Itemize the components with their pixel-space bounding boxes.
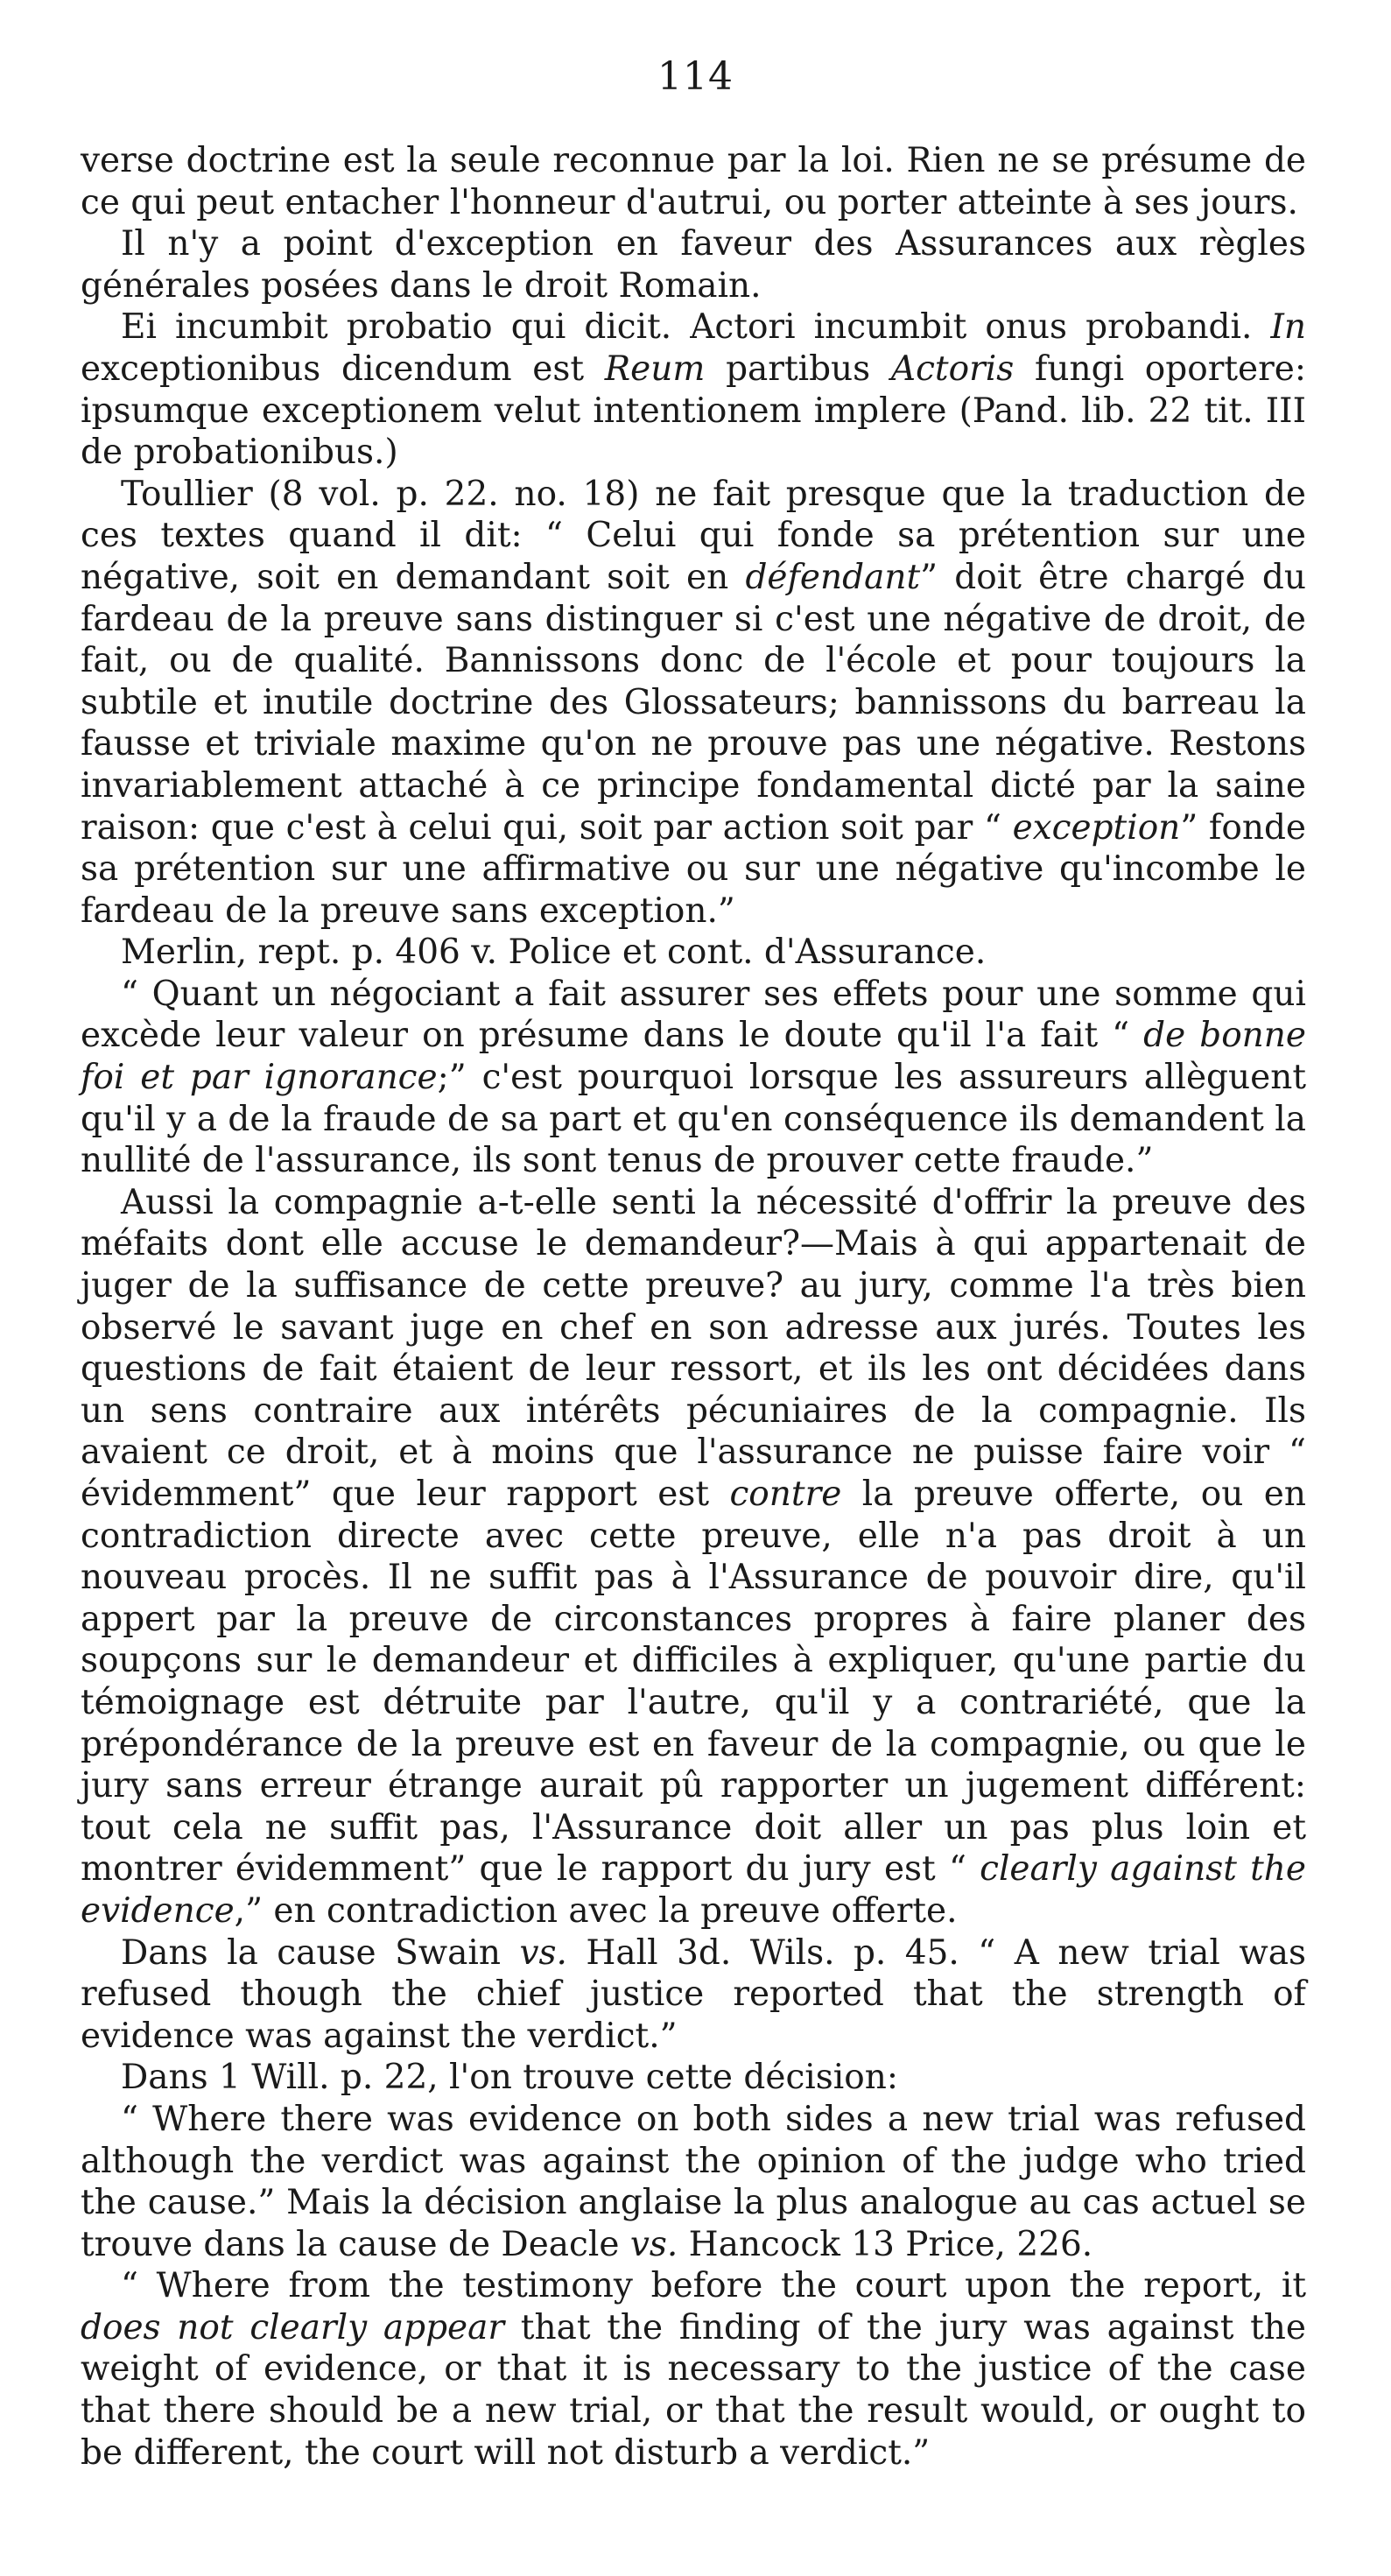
paragraph (81, 223, 1306, 306)
text-run: ” fonde sa prétention sur une affirmative ou sur une négative qu'incombe le fardeau de la preuve sans exception.” (81, 807, 1306, 931)
page-number: 114 (657, 54, 734, 99)
paragraph (81, 932, 1306, 974)
paragraph (81, 2099, 1306, 2265)
text-run: ” doit être chargé du fardeau de la preuve sans distinguer si c'est une négative de droit, de fait, ou de qualité. Bannissons donc de l'école et pour toujours la subtile et inutile doctrine des Glossateurs; bannissons du barreau la fausse et triviale maxime qu'on ne prouve pas une négative. Restons invariablement attaché à ce principe fondamental dicté par la saine raison: que c'est à celui qui, soit par action soit par “ (81, 557, 1306, 848)
text-run: Merlin, rept. p. 406 v. Police et cont. d'Assurance. (121, 933, 987, 973)
text-run: exceptionibus dicendum est (81, 348, 605, 389)
paragraph (81, 2265, 1306, 2474)
italic-run: Actoris (890, 348, 1015, 389)
italic-run: does not clearly appear (81, 2307, 505, 2347)
paragraph (81, 1932, 1306, 2058)
italic-run: clearly against the evidence (81, 1849, 1306, 1931)
italic-run: contre (729, 1475, 842, 1514)
italic-run: défendant (745, 557, 921, 597)
text-run: “ Where there was evidence on both sides a new trial was refused although the verdict was against the opinion of the judge who tried the cause.” Mais la décision anglaise la plus analogue au cas actuel se trouve dans la cause de Deacle (81, 2099, 1306, 2264)
text-run: ,” en contradiction avec la preuve offerte. (234, 1890, 958, 1931)
paragraph (81, 474, 1306, 933)
text-run: partibus (705, 348, 891, 389)
paragraph (81, 2057, 1306, 2099)
paragraph (81, 140, 1306, 223)
italic-run: vs. (629, 2224, 678, 2264)
italic-run: In (1270, 307, 1306, 348)
text-run: “ Where from the testimony before the court upon the report, it (121, 2266, 1306, 2306)
italic-run: vs. (519, 1932, 567, 1973)
text-run: Il n'y a point d'exception en faveur des Assurances aux règles générales posées dans le droit Romain. (81, 224, 1306, 306)
text-run: Hall 3d. Wils. p. 45. “ A new trial was refused though the chief justice reported that the strength of evidence was against the verdict.” (81, 1932, 1306, 2056)
paragraph (81, 306, 1306, 473)
text-run: ;” c'est pourquoi lorsque les assureurs allèguent qu'il y a de la fraude de sa part et qu'en conséquence ils demandent la nullité de l'assurance, ils sont tenus de prouver cette fraude.” (81, 1058, 1306, 1181)
text-run: Dans la cause Swain (121, 1932, 520, 1973)
text-run: Ei incumbit probatio qui dicit. Actori incumbit onus probandi. (121, 307, 1271, 348)
italic-run: exception (1012, 807, 1181, 848)
text-run: that the finding of the jury was against the weight of evidence, or that it is necessary to the justice of the case that there should be a new trial, or that the result would, or ought to be different, the court will not disturb a verdict.” (81, 2307, 1306, 2473)
paragraph (81, 974, 1306, 1182)
text-run: verse doctrine est la seule reconnue par la loi. Rien ne se présume de ce qui peut entacher l'honneur d'autrui, ou porter atteinte à ses jours. (81, 141, 1306, 222)
text-run: la preuve offerte, ou en contradiction directe avec cette preuve, elle n'a pas droit à un nouveau procès. Il ne suffit pas à l'Assurance de pouvoir dire, qu'il appert par la preuve de circonstances propres à faire planer des soupçons sur le demandeur et difficiles à expliquer, qu'une partie du témoignage est détruite par l'autre, qu'il y a contrariété, que la prépondérance de la preuve est en faveur de la compagnie, ou que le jury sans erreur étrange aurait pû rapporter un jugement différent: tout cela ne suffit pas, l'Assurance doit aller un pas plus loin et montrer évidemment” que le rapport du jury est “ (81, 1475, 1306, 1890)
text-run: “ Quant un négociant a fait assurer ses effets pour une somme qui excède leur valeur on présume dans le doute qu'il l'a fait “ (81, 974, 1306, 1056)
body-text (81, 140, 1306, 2474)
text-run: Hancock 13 Price, 226. (678, 2224, 1093, 2264)
text-run: fungi oportere: ipsumque exceptionem velut intentionem implere (Pand. lib. 22 tit. III de probationibus.) (81, 348, 1306, 473)
italic-run: de bonne foi et par ignorance (81, 1016, 1306, 1098)
italic-run: Reum (604, 348, 706, 389)
paragraph (81, 1182, 1306, 1932)
text-run: Aussi la compagnie a-t-elle senti la nécessité d'offrir la preuve des méfaits dont elle accuse le demandeur?—Mais à qui appartenait de juger de la suffisance de cette preuve? au jury, comme l'a très bien observé le savant juge en chef en son adresse aux jurés. Toutes les questions de fait étaient de leur ressort, et ils les ont décidées dans un sens contraire aux intérêts pécuniaires de la compagnie. Ils avaient ce droit, et à moins que l'assurance ne puisse faire voir “ évidemment” que leur rapport est (81, 1182, 1306, 1514)
text-run: Toullier (8 vol. p. 22. no. 18) ne fait presque que la traduction de ces textes quand il dit: “ Celui qui fonde sa prétention sur une négative, soit en demandant soit en (81, 474, 1306, 597)
text-run: Dans 1 Will. p. 22, l'on trouve cette décision: (121, 2058, 898, 2098)
